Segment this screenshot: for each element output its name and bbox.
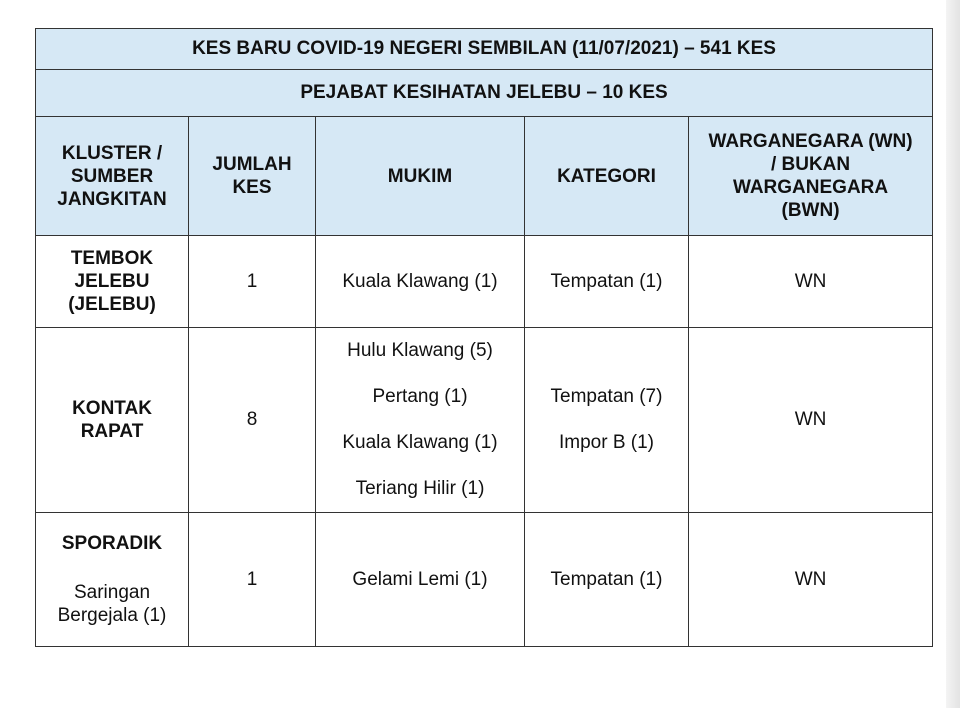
cell-wn: WN (689, 236, 933, 328)
cell-mukim: Kuala Klawang (1) (316, 236, 525, 328)
cell-wn: WN (689, 513, 933, 647)
header-mukim: MUKIM (316, 117, 525, 236)
cell-jumlah: 1 (189, 236, 316, 328)
table-row (36, 328, 933, 513)
cell-kluster: KONTAK RAPAT (36, 328, 189, 513)
table-title: KES BARU COVID-19 NEGERI SEMBILAN (11/07/2021) – 541 KES (36, 29, 933, 70)
cell-kategori: Tempatan (1) (525, 236, 689, 328)
table-title-row (36, 29, 933, 70)
table-row (36, 236, 933, 328)
cell-mukim: Gelami Lemi (1) (316, 513, 525, 647)
header-wn: WARGANEGARA (WN) / BUKAN WARGANEGARA (BWN) (689, 117, 933, 236)
cell-kategori: Tempatan (7) Impor B (1) (525, 328, 689, 513)
table-subtitle: PEJABAT KESIHATAN JELEBU – 10 KES (36, 70, 933, 117)
page-edge-shadow (946, 0, 960, 708)
cell-kluster: TEMBOK JELEBU (JELEBU) (36, 236, 189, 328)
cell-kategori: Tempatan (1) (525, 513, 689, 647)
covid-cases-table (35, 28, 933, 647)
table-subtitle-row (36, 70, 933, 117)
cell-mukim: Hulu Klawang (5) Pertang (1) Kuala Klawang (1) Teriang Hilir (1) (316, 328, 525, 513)
header-kluster: KLUSTER / SUMBER JANGKITAN (36, 117, 189, 236)
header-jumlah: JUMLAH KES (189, 117, 316, 236)
table-row (36, 513, 933, 647)
column-header-row (36, 117, 933, 236)
header-kategori: KATEGORI (525, 117, 689, 236)
cell-kluster: SPORADIK Saringan Bergejala (1) (36, 513, 189, 647)
cell-wn: WN (689, 328, 933, 513)
cell-jumlah: 8 (189, 328, 316, 513)
cell-jumlah: 1 (189, 513, 316, 647)
